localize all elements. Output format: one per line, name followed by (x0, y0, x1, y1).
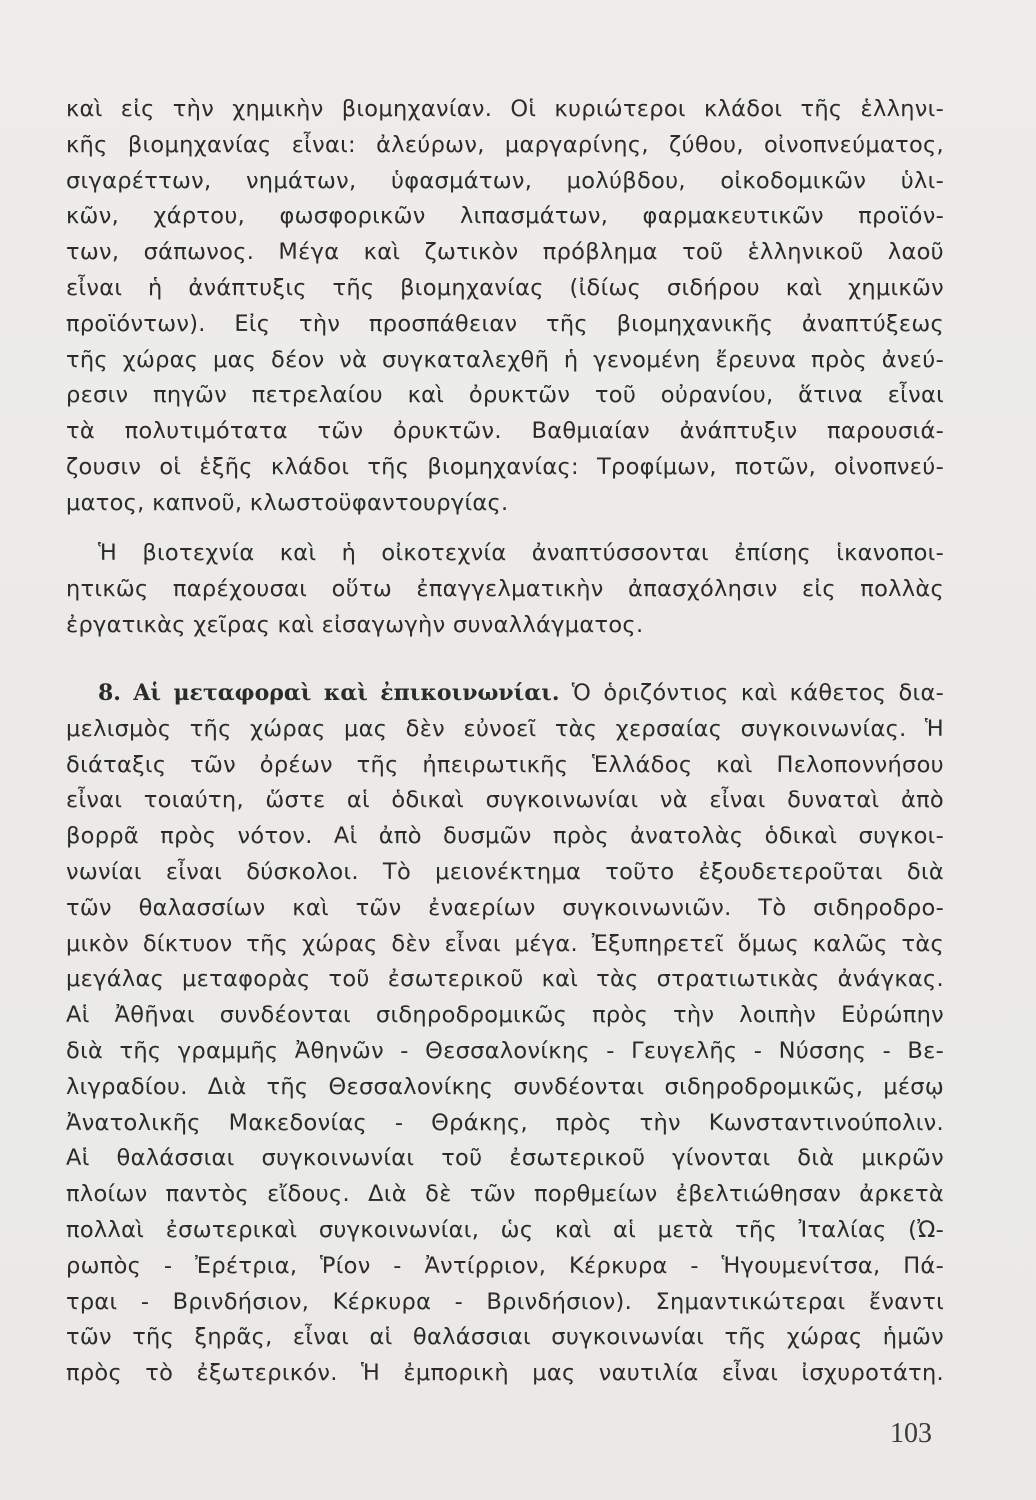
paragraph-industry (66, 92, 944, 522)
text-line: των, σάπωνος. Μέγα καὶ ζωτικὸν πρόβλημα τοῦ ἑλληνικοῦ λαοῦ (66, 239, 944, 266)
text-line: τῶν θαλασσίων καὶ τῶν ἐναερίων συγκοινωνιῶν. Τὸ σιδηροδρο- (66, 894, 944, 921)
text-line: ρεσιν πηγῶν πετρελαίου καὶ ὀρυκτῶν τοῦ οὐρανίου, ἅτινα εἶναι (66, 382, 944, 409)
paragraph-crafts (66, 536, 944, 643)
section-transport (66, 676, 944, 1392)
text-line: βορρᾶ πρὸς νότον. Αἱ ἀπὸ δυσμῶν πρὸς ἀνατολὰς ὁδικαὶ συγκοι- (66, 823, 944, 850)
text-line: τῶν τῆς ξηρᾶς, εἶναι αἱ θαλάσσιαι συγκοινωνίαι τῆς χώρας ἡμῶν (66, 1324, 944, 1351)
text-line: Αἱ θαλάσσιαι συγκοινωνίαι τοῦ ἐσωτερικοῦ γίνονται διὰ μικρῶν (66, 1145, 944, 1172)
text-line: κῆς βιομηχανίας εἶναι: ἀλεύρων, μαργαρίνης, ζύθου, οἰνοπνεύματος, (66, 131, 944, 158)
text-line: μεγάλας μεταφορὰς τοῦ ἐσωτερικοῦ καὶ τὰς στρατιωτικὰς ἀνάγκας. (66, 966, 944, 993)
text-line: πολλαὶ ἐσωτερικαὶ συγκοινωνίαι, ὡς καὶ αἱ μετὰ τῆς Ἰταλίας (Ὠ- (66, 1216, 944, 1243)
text-line: ζουσιν οἱ ἑξῆς κλάδοι τῆς βιομηχανίας: Τροφίμων, ποτῶν, οἰνοπνεύ- (66, 453, 944, 480)
text-line: ἐργατικὰς χεῖρας καὶ εἰσαγωγὴν συναλλάγματος. (66, 611, 644, 638)
text-line: σιγαρέττων, νημάτων, ὑφασμάτων, μολύβδου, οἰκοδομικῶν ὑλι- (66, 167, 944, 194)
text-line: εἶναι τοιαύτη, ὥστε αἱ ὁδικαὶ συγκοινωνίαι νὰ εἶναι δυναταὶ ἀπὸ (66, 787, 944, 814)
section-first-line (66, 676, 944, 712)
text-line: τὰ πολυτιμότατα τῶν ὀρυκτῶν. Βαθμιαίαν ἀνάπτυξιν παρουσιά- (66, 418, 944, 445)
text-line: διὰ τῆς γραμμῆς Ἀθηνῶν - Θεσσαλονίκης - Γευγελῆς - Νύσσης - Βε- (66, 1037, 944, 1064)
text-line: λιγραδίου. Διὰ τῆς Θεσσαλονίκης συνδέονται σιδηροδρομικῶς, μέσῳ (66, 1073, 944, 1100)
text-line: ρωπὸς - Ἐρέτρια, Ῥίον - Ἀντίρριον, Κέρκυρα - Ἡγουμενίτσα, Πά- (66, 1252, 944, 1279)
text-line: νωνίαι εἶναι δύσκολοι. Τὸ μειονέκτημα τοῦτο ἐξουδετεροῦται διὰ (66, 858, 944, 885)
text-fragment: Ὁ ὁριζόντιος καὶ κάθετος δια- (571, 680, 944, 706)
text-line: Αἱ Ἀθῆναι συνδέονται σιδηροδρομικῶς πρὸς τὴν λοιπὴν Εὐρώπην (66, 1002, 944, 1029)
text-line: καὶ εἰς τὴν χημικὴν βιομηχανίαν. Οἱ κυριώτεροι κλάδοι τῆς ἑλληνι- (66, 96, 944, 122)
text-line: εἶναι ἡ ἀνάπτυξις τῆς βιομηχανίας (ἰδίως σιδήρου καὶ χημικῶν (66, 274, 944, 301)
text-line: πρὸς τὸ ἐξωτερικόν. Ἡ ἐμπορικὴ μας ναυτιλία εἶναι ἰσχυροτάτη. (66, 1360, 944, 1387)
text-line: μελισμὸς τῆς χώρας μας δὲν εὐνοεῖ τὰς χερσαίας συγκοινωνίας. Ἡ (66, 715, 944, 742)
section-heading: 8. Αἱ μεταφοραὶ καὶ ἐπικοινωνίαι. (98, 680, 560, 706)
text-line: πλοίων παντὸς εἴδους. Διὰ δὲ τῶν πορθμείων ἐβελτιώθησαν ἀρκετὰ (66, 1181, 944, 1208)
text-line: κῶν, χάρτου, φωσφορικῶν λιπασμάτων, φαρμακευτικῶν προϊόν- (66, 203, 944, 230)
page-number: 103 (890, 1418, 932, 1449)
text-line: διάταξις τῶν ὀρέων τῆς ἠπειρωτικῆς Ἑλλάδος καὶ Πελοποννήσου (66, 751, 944, 778)
text-line: τῆς χώρας μας δέον νὰ συγκαταλεχθῆ ἡ γενομένη ἔρευνα πρὸς ἀνεύ- (66, 346, 944, 373)
text-line: Ἀνατολικῆς Μακεδονίας - Θράκης, πρὸς τὴν Κωνσταντινούπολιν. (66, 1109, 944, 1136)
text-line: προϊόντων). Εἰς τὴν προσπάθειαν τῆς βιομηχανικῆς ἀναπτύξεως (66, 310, 944, 337)
text-line: ματος, καπνοῦ, κλωστοϋφαντουργίας. (66, 489, 509, 516)
text-line: τραι - Βρινδήσιον, Κέρκυρα - Βρινδήσιον). Σημαντικώτεραι ἔναντι (66, 1288, 944, 1315)
text-line: ητικῶς παρέχουσαι οὕτω ἐπαγγελματικὴν ἀπασχόλησιν εἰς πολλὰς (66, 575, 944, 602)
text-line: Ἡ βιοτεχνία καὶ ἡ οἰκοτεχνία ἀναπτύσσονται ἐπίσης ἱκανοποι- (98, 540, 944, 566)
text-line: μικὸν δίκτυον τῆς χώρας δὲν εἶναι μέγα. Ἐξυπηρετεῖ ὅμως καλῶς τὰς (66, 930, 944, 957)
